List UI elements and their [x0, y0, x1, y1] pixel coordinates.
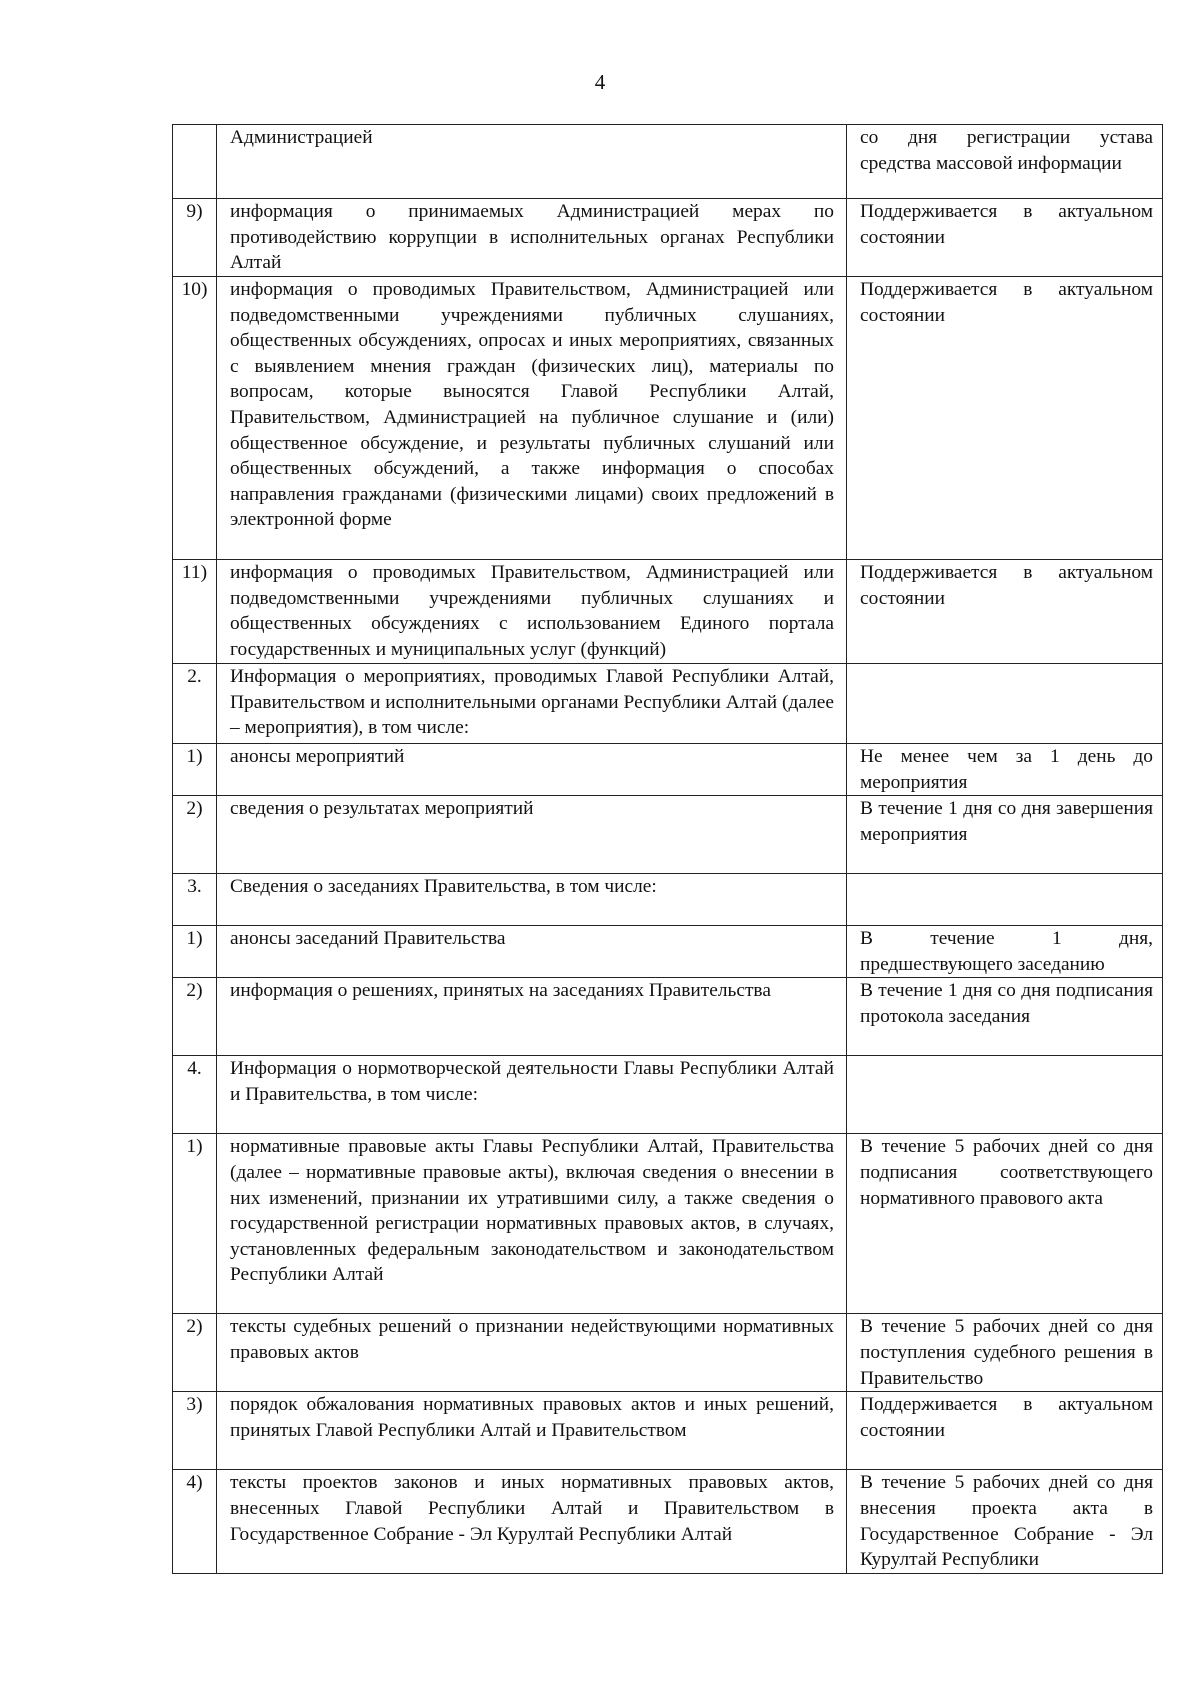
row-description: порядок обжалования нормативных правовых актов и иных решений, принятых Главой Республики Алтай и Правительством — [217, 1392, 847, 1470]
row-number — [173, 125, 217, 199]
row-description: Информация о мероприятиях, проводимых Главой Республики Алтай, Правительством и исполнительными органами Республики Алтай (далее – мероприятия), в том числе: — [217, 664, 847, 744]
row-period — [847, 1056, 1163, 1134]
row-period: Поддерживается в актуальном состоянии — [847, 560, 1163, 664]
row-number: 4. — [173, 1056, 217, 1134]
row-period: В течение 1 дня со дня завершения мероприятия — [847, 796, 1163, 874]
table-row — [173, 125, 1163, 199]
row-description: Сведения о заседаниях Правительства, в том числе: — [217, 874, 847, 926]
table-row — [173, 796, 1163, 874]
row-description: информация о проводимых Правительством, Администрацией или подведомственными учреждениями публичных слушаниях и общественных обсуждениях с использованием Единого портала государственных и муниципальных услуг (функций) — [217, 560, 847, 664]
row-number: 10) — [173, 277, 217, 560]
row-number: 2) — [173, 978, 217, 1056]
row-description: нормативные правовые акты Главы Республики Алтай, Правительства (далее – нормативные правовые акты), включая сведения о внесении в них изменений, признании их утратившими силу, а также сведения о государственной регистрации нормативных правовых актов, в случаях, установленных федеральным законодательством и законодательством Республики Алтай — [217, 1134, 847, 1314]
row-period: Поддерживается в актуальном состоянии — [847, 1392, 1163, 1470]
row-number: 2) — [173, 796, 217, 874]
table-row — [173, 1134, 1163, 1314]
row-description: информация о решениях, принятых на заседаниях Правительства — [217, 978, 847, 1056]
row-period: со дня регистрации устава средства массовой информации — [847, 125, 1163, 199]
row-period: В течение 1 дня со дня подписания протокола заседания — [847, 978, 1163, 1056]
row-period: В течение 5 рабочих дней со дня внесения проекта акта в Государственное Собрание - Эл Курултай Республики — [847, 1470, 1163, 1574]
row-number: 2) — [173, 1314, 217, 1392]
row-description: сведения о результатах мероприятий — [217, 796, 847, 874]
row-description: тексты судебных решений о признании недействующими нормативных правовых актов — [217, 1314, 847, 1392]
row-period: Не менее чем за 1 день до мероприятия — [847, 744, 1163, 796]
row-number: 1) — [173, 1134, 217, 1314]
row-number: 1) — [173, 926, 217, 978]
row-number: 1) — [173, 744, 217, 796]
row-description: тексты проектов законов и иных нормативных правовых актов, внесенных Главой Республики Алтай и Правительством в Государственное Собрание - Эл Курултай Республики Алтай — [217, 1470, 847, 1574]
row-period: В течение 5 рабочих дней со дня поступления судебного решения в Правительство — [847, 1314, 1163, 1392]
row-description: Администрацией — [217, 125, 847, 199]
table-row — [173, 1314, 1163, 1392]
row-number: 3. — [173, 874, 217, 926]
row-period — [847, 874, 1163, 926]
row-number: 4) — [173, 1470, 217, 1574]
table-row — [173, 1392, 1163, 1470]
table-row — [173, 978, 1163, 1056]
row-number: 2. — [173, 664, 217, 744]
row-description: анонсы заседаний Правительства — [217, 926, 847, 978]
information-schedule-table — [172, 124, 1163, 1574]
row-period: Поддерживается в актуальном состоянии — [847, 199, 1163, 277]
row-description: Информация о нормотворческой деятельности Главы Республики Алтай и Правительства, в том числе: — [217, 1056, 847, 1134]
table-row — [173, 1470, 1163, 1574]
row-number: 11) — [173, 560, 217, 664]
table-row — [173, 1056, 1163, 1134]
table-row — [173, 199, 1163, 277]
table-row — [173, 926, 1163, 978]
table-row — [173, 560, 1163, 664]
row-period: Поддерживается в актуальном состоянии — [847, 277, 1163, 560]
row-period — [847, 664, 1163, 744]
row-number: 9) — [173, 199, 217, 277]
table-row — [173, 874, 1163, 926]
table-row — [173, 744, 1163, 796]
page-number: 4 — [594, 70, 606, 94]
row-description: информация о принимаемых Администрацией мерах по противодействию коррупции в исполнительных органах Республики Алтай — [217, 199, 847, 277]
row-description: анонсы мероприятий — [217, 744, 847, 796]
row-period: В течение 1 дня, предшествующего заседанию — [847, 926, 1163, 978]
row-number: 3) — [173, 1392, 217, 1470]
table-row — [173, 664, 1163, 744]
row-description: информация о проводимых Правительством, Администрацией или подведомственными учреждениями публичных слушаниях, общественных обсуждениях, опросах и иных мероприятиях, связанных с выявлением мнения граждан (физических лиц), материалы по вопросам, которые выносятся Главой Республики Алтай, Правительством, Администрацией на публичное слушание и (или) общественное обсуждение, и результаты публичных слушаний или общественных обсуждений, а также информация о способах направления гражданами (физическими лицами) своих предложений в электронной форме — [217, 277, 847, 560]
table-row — [173, 277, 1163, 560]
row-period: В течение 5 рабочих дней со дня подписания соответствующего нормативного правового акта — [847, 1134, 1163, 1314]
